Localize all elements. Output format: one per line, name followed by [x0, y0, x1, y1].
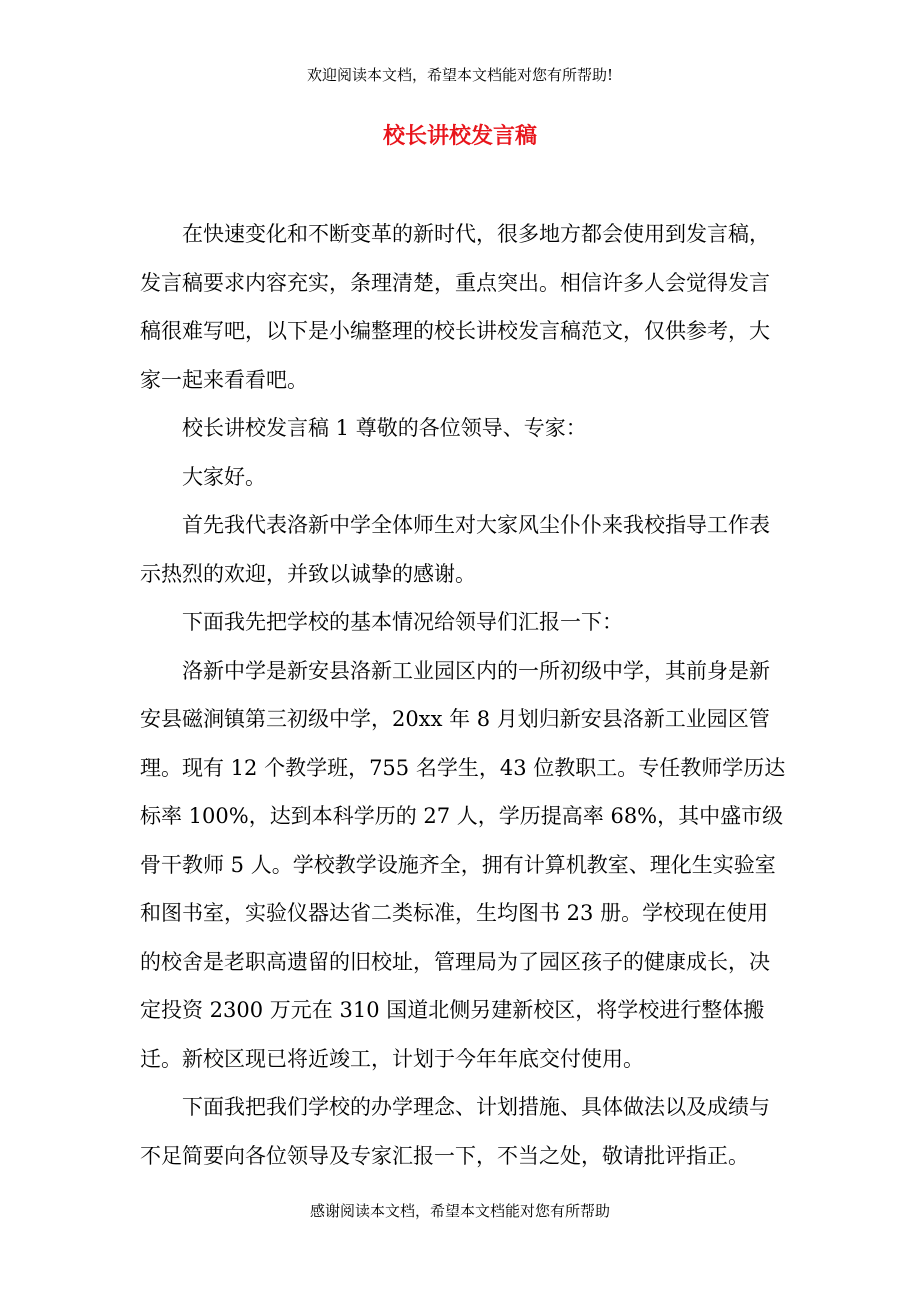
paragraph-intro: 在快速变化和不断变革的新时代，很多地方都会使用到发言稿，发言稿要求内容充实，条理清楚，重点突出。相信许多人会觉得发言稿很难写吧，以下是小编整理的校长讲校发言稿范文，仅供参考，大家一起来看看吧。 — [140, 222, 770, 392]
paragraph-welcome: 首先我代表洛新中学全体师生对大家风尘仆仆来我校指导工作表示热烈的欢迎，并致以诚挚的感谢。 — [140, 513, 770, 586]
page-header: 欢迎阅读本文档，希望本文档能对您有所帮助! — [306, 66, 614, 84]
document-title: 校长讲校发言稿 — [382, 123, 537, 149]
paragraph-salutation: 校长讲校发言稿 1 尊敬的各位领导、专家： — [182, 416, 587, 440]
page-footer: 感谢阅读本文档，希望本文档能对您有所帮助 — [309, 1202, 610, 1220]
paragraph-closing: 下面我把我们学校的办学理念、计划措施、具体做法以及成绩与不足简要向各位领导及专家汇报一下，不当之处，敬请批评指正。 — [140, 1095, 770, 1168]
paragraph-school-overview: 洛新中学是新安县洛新工业园区内的一所初级中学，其前身是新安县磁涧镇第三初级中学，20xx 年 8 月划归新安县洛新工业园区管理。现有 12 个教学班，755 名学生，43 位教职工。专任教师学历达标率 100%，达到本科学历的 27 人，学历提高率 68%，其中盛市级骨干教师 5 人。学校教学设施齐全，拥有计算机教室、理化生实验室和图书室，实验仪器达省二类标准，生均图书 23 册。学校现在使用的校舍是老职高遗留的旧校址，管理局为了园区孩子的健康成长，决定投资 2300 万元在 310 国道北侧另建新校区，将学校进行整体搬迁。新校区现已将近竣工，计划于今年年底交付使用。 — [140, 658, 786, 1071]
paragraph-greeting: 大家好。 — [182, 464, 266, 489]
document-body — [140, 210, 788, 1180]
paragraph-report-intro: 下面我先把学校的基本情况给领导们汇报一下： — [182, 610, 623, 634]
